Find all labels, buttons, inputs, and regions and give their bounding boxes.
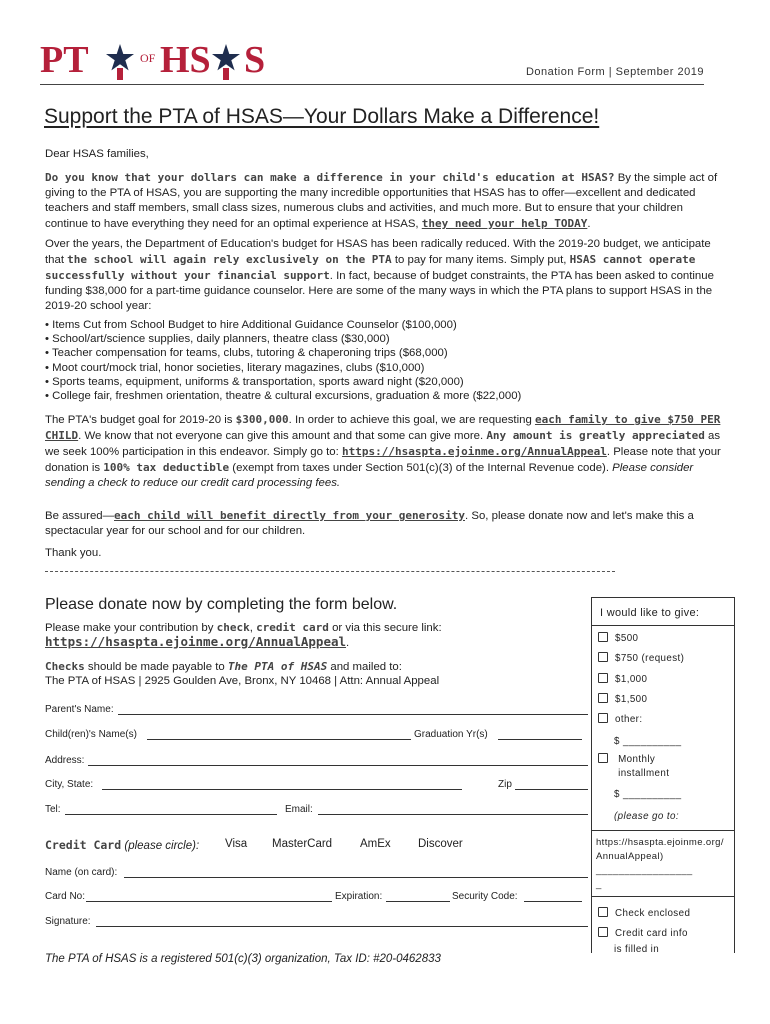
give-amount-box xyxy=(591,597,735,953)
name-on-card-field[interactable] xyxy=(124,877,588,878)
option-check-enclosed[interactable] xyxy=(598,907,690,921)
page-title: Support the PTA of HSAS—Your Dollars Make a Difference! xyxy=(44,105,600,128)
intro-call-to-action: they need your help TODAY xyxy=(421,217,588,230)
option-label: Credit card info xyxy=(615,928,688,939)
mailing-address: The PTA of HSAS | 2925 Goulden Ave, Bronx, NY 10468 | Attn: Annual Appeal xyxy=(45,675,440,687)
card-option-mastercard[interactable]: MasterCard xyxy=(272,838,333,850)
card-option-amex[interactable]: AmEx xyxy=(360,838,391,850)
url-trailing-underscore: _ xyxy=(596,879,602,890)
give-box-heading: I would like to give: xyxy=(592,598,734,626)
checks-instructions xyxy=(45,659,565,675)
checkbox-icon[interactable] xyxy=(598,673,608,683)
donation-link[interactable]: https://hsaspta.ejoinme.org/AnnualAppeal xyxy=(341,445,607,458)
option-label: $500 xyxy=(615,633,639,644)
option-750[interactable] xyxy=(598,652,684,666)
option-label: Check enclosed xyxy=(615,908,691,919)
goal-per-child: each family to give $750 PER CHILD xyxy=(45,413,721,442)
checkbox-icon[interactable] xyxy=(598,753,608,763)
checkbox-icon[interactable] xyxy=(598,713,608,723)
form-heading: Please donate now by completing the form below. xyxy=(45,596,398,613)
checks-text-1: should be made payable to xyxy=(84,661,228,673)
please-go-to: (please go to: xyxy=(614,811,679,822)
parent-name-field[interactable] xyxy=(118,714,588,715)
logo-text-s: S xyxy=(244,39,266,81)
secure-link-end: . xyxy=(346,637,350,649)
checks-bold: Checks xyxy=(45,660,85,673)
give-box-divider xyxy=(592,896,734,897)
goal-text-2: . In order to achieve this goal, we are requesting xyxy=(288,414,535,426)
assured-text-1: Be assured— xyxy=(45,510,115,522)
expiration-field[interactable] xyxy=(386,901,450,902)
document-tag: Donation Form | September 2019 xyxy=(525,66,704,78)
cut-line xyxy=(45,571,615,572)
card-number-field[interactable] xyxy=(86,901,332,902)
card-number-label: Card No: xyxy=(45,891,86,902)
signature-field[interactable] xyxy=(96,926,588,927)
credit-card-note: (please circle): xyxy=(121,840,200,852)
list-item: • School/art/science supplies, daily planners, theatre class ($30,000) xyxy=(45,332,521,346)
list-item: • Items Cut from School Budget to hire Additional Guidance Counselor ($100,000) xyxy=(45,318,521,332)
budget-bold-1: the school will again rely exclusively on the PTA xyxy=(67,253,392,266)
goal-text-4: as we seek 100% participation in this endeavor. Simply go to: xyxy=(45,430,721,458)
option-monthly[interactable] xyxy=(598,753,698,781)
graduation-year-label: Graduation Yr(s) xyxy=(414,729,488,740)
other-amount-field[interactable]: $ __________ xyxy=(614,736,682,747)
list-item: • College fair, freshmen orientation, theatre & cultural excursions, graduation & more ($22,000) xyxy=(45,389,521,403)
ejoinme-url[interactable]: https://hsaspta.ejoinme.org/AnnualAppeal) xyxy=(596,837,724,862)
budget-text-2: to pay for many items. Simply put, xyxy=(391,254,570,266)
credit-card-info-cutoff: is filled in xyxy=(614,944,660,953)
paragraph-goal xyxy=(45,412,729,491)
address-field[interactable] xyxy=(88,765,588,766)
budget-text-1: Over the years, the Department of Education's budget for HSAS has been radically reduced. With the 2019-20 budget, we anticipate that xyxy=(45,238,711,266)
security-code-label: Security Code: xyxy=(452,891,518,902)
children-names-field[interactable] xyxy=(147,739,411,740)
checkbox-icon[interactable] xyxy=(598,907,608,917)
header-divider xyxy=(40,84,704,85)
goal-any-amount: Any amount is greatly appreciated xyxy=(486,429,705,442)
assured-text-2: . So, please donate now and let's make this a spectacular year for our school and for our children. xyxy=(45,510,694,537)
parent-name-label: Parent's Name: xyxy=(45,704,114,715)
contrib-text-1: Please make your contribution by xyxy=(45,622,217,634)
option-label: $1,000 xyxy=(615,674,648,685)
paragraph-budget xyxy=(45,237,729,314)
logo-text-pt: PT xyxy=(40,39,89,81)
card-option-visa[interactable]: Visa xyxy=(225,838,248,850)
checkbox-icon[interactable] xyxy=(598,632,608,642)
budget-text-3: . In fact, because of budget constraints, the PTA has been asked to continue funding $38,000 for a part-time guidance counselor. Here are some of the many ways in which the PTA plans to support HSAS in the 2019-20 school year: xyxy=(45,270,714,312)
monthly-amount-field[interactable]: $ __________ xyxy=(614,789,682,800)
list-item: • Teacher compensation for teams, clubs, tutoring & chaperoning trips ($68,000) xyxy=(45,346,521,360)
tax-deductible: 100% tax deductible xyxy=(103,461,230,474)
address-label: Address: xyxy=(45,755,85,766)
checkbox-icon[interactable] xyxy=(598,693,608,703)
city-state-field[interactable] xyxy=(102,789,462,790)
goal-text-3: . We know that not everyone can give this amount and that some can give more. xyxy=(78,430,487,442)
goal-text-6: (exempt from taxes under Section 501(c)(3) of the Internal Revenue code). xyxy=(229,462,613,474)
goal-amount: $300,000 xyxy=(235,413,289,426)
signature-label: Signature: xyxy=(45,916,91,927)
name-on-card-label: Name (on card): xyxy=(45,867,118,878)
contrib-text-2: , xyxy=(249,622,257,634)
goal-text-1: The PTA's budget goal for 2019-20 is xyxy=(45,414,236,426)
logo-text-hs: HS xyxy=(160,39,211,81)
option-500[interactable] xyxy=(598,632,638,646)
tax-id-footer: The PTA of HSAS is a registered 501(c)(3) organization, Tax ID: #20-0462833 xyxy=(45,953,441,965)
secure-link-line xyxy=(45,634,565,651)
children-names-label: Child(ren)'s Name(s) xyxy=(45,729,137,740)
list-item: • Moot court/mock trial, honor societies, literary magazines, clubs ($10,000) xyxy=(45,361,521,375)
thank-you: Thank you. xyxy=(45,547,102,559)
list-item: • Sports teams, equipment, uniforms & transportation, sports award night ($20,000) xyxy=(45,375,521,389)
card-option-discover[interactable]: Discover xyxy=(418,838,463,850)
budget-item-list xyxy=(45,318,521,403)
expiration-label: Expiration: xyxy=(335,891,383,902)
tel-field[interactable] xyxy=(65,814,277,815)
paragraph-assured xyxy=(45,508,729,539)
contrib-check: check xyxy=(216,621,250,634)
intro-text: By the simple act of giving to the PTA of HSAS, you are supporting the many incredible opportunities that HSAS has to offer—excellent and dedicated teachers and staff members, small class sizes, numerous clubs and activities, and much more. But to ensure that your children continue to have everything they need for an optimal experience at HSAS, xyxy=(45,172,718,230)
intro-end: . xyxy=(587,218,591,230)
tel-label: Tel: xyxy=(45,804,61,815)
zip-field[interactable] xyxy=(515,789,588,790)
paragraph-intro xyxy=(45,170,729,232)
email-label: Email: xyxy=(285,804,313,815)
contrib-text-3: or via this secure link: xyxy=(328,622,442,634)
star-icon xyxy=(212,44,240,80)
intro-bold-lead: Do you know that your dollars can make a difference in your child's education at HSAS? xyxy=(45,171,615,184)
option-1000[interactable] xyxy=(598,673,647,687)
option-other[interactable] xyxy=(598,713,642,727)
url-trailing-blank: _________________ xyxy=(596,865,693,876)
greeting: Dear HSAS families, xyxy=(45,148,149,160)
star-icon xyxy=(106,44,134,80)
city-state-label: City, State: xyxy=(45,779,94,790)
give-box-divider xyxy=(592,830,734,831)
option-label: $1,500 xyxy=(615,694,648,705)
checkbox-icon[interactable] xyxy=(598,927,608,937)
checks-text-2: and mailed to: xyxy=(327,661,402,673)
zip-label: Zip xyxy=(498,779,512,790)
option-credit-card-info[interactable] xyxy=(598,927,688,941)
contrib-credit-card: credit card xyxy=(256,621,329,634)
option-label: $750 (request) xyxy=(615,653,685,664)
option-1500[interactable] xyxy=(598,693,647,707)
checkbox-icon[interactable] xyxy=(598,652,608,662)
secure-donation-link[interactable]: https://hsaspta.ejoinme.org/AnnualAppeal xyxy=(45,634,347,649)
security-code-field[interactable] xyxy=(524,901,582,902)
email-field[interactable] xyxy=(318,814,588,815)
logo-text-of: OF xyxy=(140,51,156,65)
option-label: Monthly installment xyxy=(618,754,670,779)
goal-check-note: Please consider sending a check to reduce our credit card processing fees. xyxy=(45,462,694,489)
graduation-year-field[interactable] xyxy=(498,739,582,740)
credit-card-label-group xyxy=(45,838,199,852)
goal-text-5: . Please note that your donation is xyxy=(45,446,721,474)
checks-payee: The PTA of HSAS xyxy=(227,660,328,673)
option-label: other: xyxy=(615,714,643,725)
assured-bold: each child will benefit directly from your generosity xyxy=(114,509,466,522)
pta-of-hsas-logo xyxy=(40,38,270,82)
credit-card-label: Credit Card xyxy=(45,838,122,852)
budget-bold-2: HSAS cannot operate successfully without your financial support xyxy=(45,253,696,282)
